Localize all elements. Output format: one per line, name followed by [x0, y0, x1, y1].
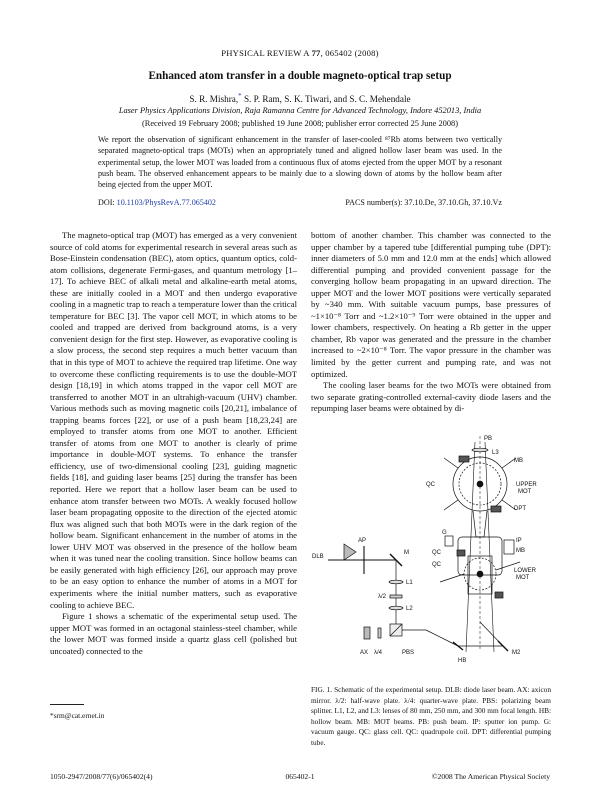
- beam-path: [426, 630, 458, 646]
- label-hb: HB: [458, 658, 467, 664]
- abstract: We report the observation of significant enhancement in the transfer of laser-cooled ⁸⁷Rb atoms between two vertically separated magneto-optical traps (MOTs) when an appropriately tuned and aligned hollow laser beam was used. In the experimental setup, the lower MOT was loaded from a continuous flux of atoms ejected from the upper MOT by a resonant push beam. The observed enhancement appears to be mainly due to a slowing down of atoms by the hollow beam after being ejected from the upper MOT.: [98, 135, 502, 190]
- body-column-right: [311, 230, 551, 415]
- label-mb-lower: MB: [516, 548, 525, 554]
- label-dlb: DLB: [312, 554, 324, 560]
- label-g: G: [442, 530, 447, 536]
- paragraph: The cooling laser beams for the two MOTs were obtained from two separate grating-controlled external-cavity diode lasers and the repumping laser beams were obtained by di-: [311, 380, 551, 414]
- doi-link[interactable]: 10.1103/PhysRevA.77.065402: [116, 198, 216, 207]
- label-qc-upper: QC: [426, 482, 435, 488]
- mot-beam: [440, 574, 464, 582]
- qc-coil-upper-2: [491, 506, 501, 512]
- label-mb: MB: [514, 458, 523, 464]
- journal-header: [0, 48, 600, 58]
- paragraph: The magneto-optical trap (MOT) has emerged as a very convenient source of cold atoms for experimental research in several areas such as Bose-Einstein condensation (BEC), atom optics, quantum optics, cold-atom collisions, degenerate Fermi-gases, and quantum metrology [1–17]. To achieve BEC of alkali metal and alkaline-earth metal atoms, these are initially cooled in a MOT and then undergo evaporative cooling in a magnetic trap to reach a temperature lower than the critical temperature for BEC [3]. The vapor cell MOT, in which atoms to be cooled and trapped are derived from background atoms, is a very convenient design for the first step. However, as evaporative cooling is a slow process, the second step requires a much better vacuum than that in this type of MOT to achieve the required trap lifetime. One way to overcome these conflicting requirements is to use the double-MOT design [18,19] in which atoms trapped in the vapor cell MOT are transferred to another MOT in an ultrahigh-vacuum (UHV) chamber. Various methods such as moving magnetic coils [20,21], imbalance of trapping beams forces [22], or use of a push beam [18,23,24] are employed to transfer atoms from one MOT to another. Efficient transfer of atoms from one MOT to another is clearly of prime importance in double-MOT systems. To enhance the transfer efficiency, use of two-dimensional cooling [23], guiding magnetic fields [18], and guiding laser beams [25] during the transfer has been reported. Here we report that a hollow laser beam can be used to enhance atom transfer between two MOTs. A weakly focused hollow laser beam propagating opposite to the direction of the ejected atomic flux was aligned such that both MOTs were in the dark region of the hollow beam. Significant enhancement in the number of atoms in the lower UHV MOT was observed in the presence of the hollow beam when it was tuned near the cooling transition. Since hollow beams can be easily generated with high efficiency [26], our approach may prove to be an easy option to enhance the number of atoms in a MOT for experiments where the initial number matters, such as evaporative cooling to achieve BEC.: [50, 230, 297, 610]
- footnote-rule: [50, 704, 84, 705]
- footer-page-number: 065402-1: [285, 772, 315, 781]
- ion-pump: [504, 540, 514, 554]
- label-l3: L3: [492, 450, 499, 456]
- caption-text: Schematic of the experimental setup. DLB: diode laser beam. AX: axicon mirror. λ/2: half-wave plate. λ/4: quarter-wave plate. PBS: polarizing beam splitter. L1, L2, and L3: lenses of 80 mm, 250 mm, and 300 mm focal length. HB: hollow beam. MB: MOT beams. PB: push beam. IP: sputter ion pump. G: vacuum gauge. QC: glass cell. QC: quadrupole coil. DPT: differential pumping tube.: [311, 685, 551, 747]
- other-authors: S. P. Ram, S. K. Tiwari, and S. C. Mehendale: [241, 94, 411, 105]
- body-column-left: [50, 230, 297, 657]
- label-l1: L1: [406, 580, 413, 586]
- label-dpt: DPT: [514, 506, 526, 512]
- doi-label: DOI:: [98, 198, 115, 207]
- figure-1-schematic: [308, 432, 556, 676]
- label-qc-lower-2: QC: [432, 562, 441, 568]
- label-lower-mot-line2: MOT: [516, 575, 530, 581]
- upper-mot-cloud: [477, 481, 483, 487]
- label-lower-mot-line1: LOWER: [514, 568, 537, 574]
- label-l2: L2: [406, 606, 413, 612]
- label-pb: PB: [484, 436, 493, 442]
- vacuum-gauge: [445, 536, 453, 546]
- footer-issn: 1050-2947/2008/77(6)/065402(4): [50, 772, 153, 781]
- author-footnote-mark[interactable]: *: [238, 92, 242, 100]
- label-quarter-wave: λ/4: [374, 650, 383, 656]
- affiliation: Laser Physics Applications Division, Raja Ramanna Centre for Advanced Technology, Indore 452013, India: [118, 106, 482, 115]
- doi-line: [98, 198, 216, 207]
- label-m: M: [404, 550, 409, 556]
- label-qc-lower: QC: [432, 550, 441, 556]
- article-info: , 065402 (2008): [320, 48, 379, 58]
- qc-coil-lower: [457, 550, 465, 556]
- label-upper-mot-line2: MOT: [518, 489, 532, 495]
- label-ap: AP: [358, 538, 367, 544]
- label-ip: IP: [516, 538, 522, 544]
- lens-l1: [389, 580, 403, 584]
- axicon-ax: [364, 627, 370, 639]
- label-m2: M2: [512, 650, 521, 656]
- first-author: S. R. Mishra,: [189, 94, 239, 105]
- received-dates: (Received 19 February 2008; published 19 June 2008; publisher error corrected 25 June 2008): [141, 119, 459, 128]
- lens-l2: [389, 606, 403, 610]
- pacs-numbers: PACS number(s): 37.10.De, 37.10.Gh, 37.10.Vz: [345, 198, 502, 207]
- figure-1-caption: [311, 685, 551, 748]
- hollow-beam-right: [485, 442, 494, 652]
- paragraph: Figure 1 shows a schematic of the experimental setup used. The upper MOT was formed in an octagonal stainless-steel chamber, while the lower MOT was formed inside a quartz glass cell (polished but uncoated) connected to the: [50, 611, 297, 656]
- paper-title: Enhanced atom transfer in a double magneto-optical trap setup: [148, 70, 452, 82]
- caption-label: FIG. 1.: [311, 685, 333, 694]
- journal-volume: 77: [311, 48, 321, 58]
- footer-copyright: ©2008 The American Physical Society: [431, 772, 550, 781]
- label-ax: AX: [360, 650, 369, 656]
- author-email-footnote[interactable]: *srm@cat.ernet.in: [50, 711, 105, 720]
- author-list: [0, 92, 600, 104]
- label-pbs: PBS: [402, 650, 415, 656]
- axicon-mirror: [344, 544, 356, 560]
- lens-l3: [472, 448, 488, 452]
- mot-beam: [444, 500, 458, 510]
- paragraph: bottom of another chamber. This chamber was connected to the upper chamber by a tapered tube [differential pumping tube (DPT): inner diameters of 5.0 mm and 12.0 mm at the ends] which allowed differential pumping and provided convenient passage for the converging hollow beam propagating in an upward direction. The upper MOT and the lower MOT positions were vertically separated by ~340 mm. With suitable vacuum pumps, base pressures of ~1×10⁻⁸ Torr and ~1.2×10⁻⁹ Torr were obtained in the upper and lower chambers, respectively. On heating a Rb getter in the upper chamber, Rb vapor was generated and the pressure in the chamber increased to ~2×10⁻⁸ Torr. The vapor pressure in the chamber was limited by the getter current and pumping rate, and was not optimized.: [311, 230, 551, 379]
- half-wave-plate: [390, 595, 402, 598]
- hollow-beam-left: [466, 442, 475, 652]
- label-half-wave: λ/2: [378, 594, 387, 600]
- quarter-wave-plate: [378, 628, 381, 638]
- label-upper-mot-line1: UPPER: [516, 482, 537, 488]
- lower-mot-cloud: [477, 571, 483, 577]
- qc-coil-upper: [459, 456, 469, 462]
- mot-beam: [444, 458, 458, 468]
- qc-coil-lower-2: [495, 592, 503, 598]
- journal-name: PHYSICAL REVIEW A: [221, 48, 310, 58]
